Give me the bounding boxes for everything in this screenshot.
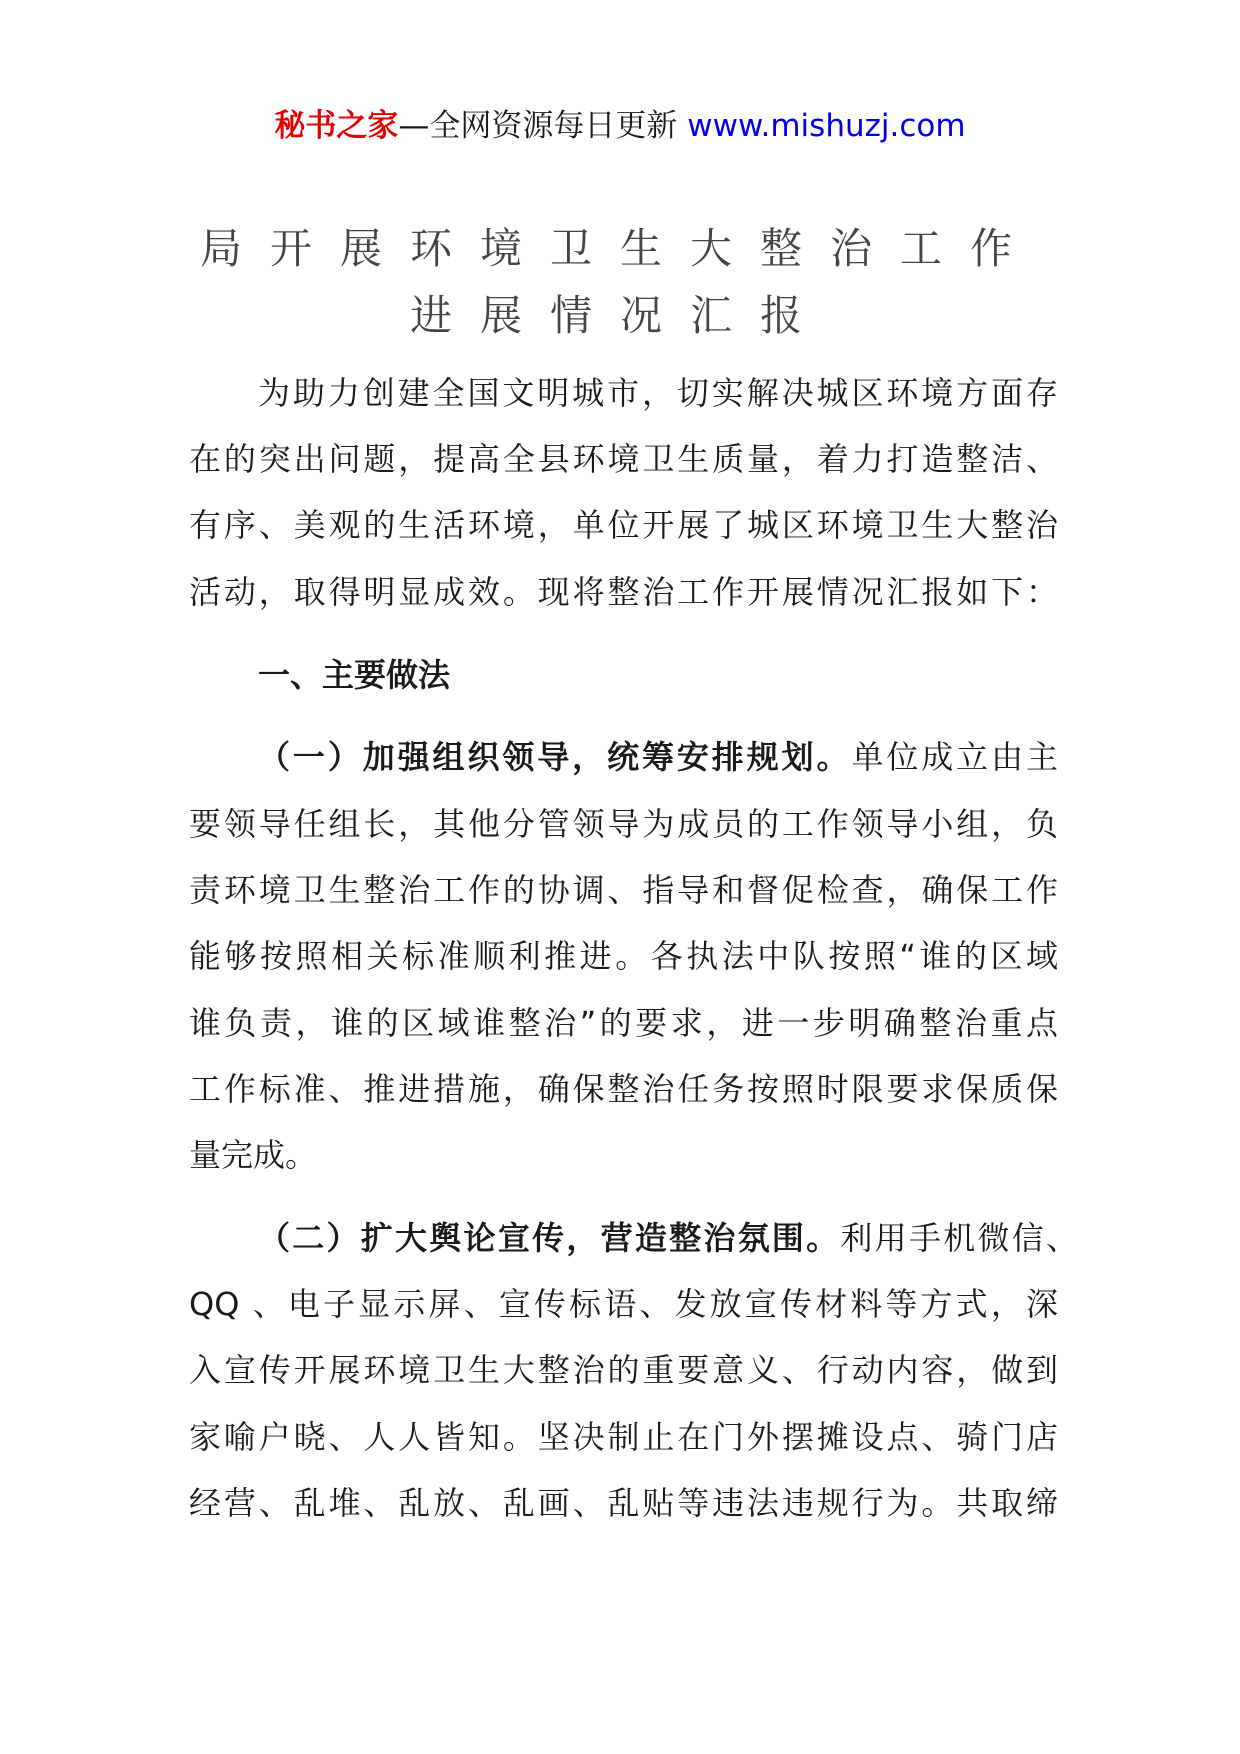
para2-heading: （二）扩大舆论宣传，营造整治氛围。	[258, 1219, 841, 1257]
para1-heading: （一）加强组织领导，统筹安排规划。	[258, 738, 852, 776]
para1-line: 能够按照相关标准顺利推进。各执法中队按照“谁的区域	[189, 937, 1058, 975]
para1-line: 责环境卫生整治工作的协调、指导和督促检查，确保工作	[189, 871, 1058, 909]
doc-title-line1: 局开展环境卫生大整治工作	[199, 224, 1040, 273]
doc-title-line2: 进展情况汇报	[409, 291, 830, 340]
para2-line: 家喻户晓、人人皆知。坚决制止在门外摆摊设点、骑门店	[189, 1418, 1058, 1456]
intro-line: 为助力创建全国文明城市，切实解决城区环境方面存	[258, 374, 1058, 412]
intro-line: 在的突出问题，提高全县环境卫生质量，着力打造整洁、	[189, 440, 1058, 478]
para2-line: QQ 、电子显示屏、宣传标语、发放宣传材料等方式，深	[189, 1285, 1058, 1323]
para1-line: 谁负责，谁的区域谁整治”的要求，进一步明确整治重点	[189, 1004, 1058, 1042]
tagline: —全网资源每日更新	[398, 108, 678, 144]
intro-line: 活动，取得明显成效。现将整治工作开展情况汇报如下：	[189, 573, 1058, 611]
para1-line: 工作标准、推进措施，确保整治任务按照时限要求保质保	[189, 1070, 1058, 1108]
site-url[interactable]: www.mishuzj.com	[687, 108, 966, 144]
para2-line	[258, 1218, 1078, 1258]
intro-line: 有序、美观的生活环境，单位开展了城区环境卫生大整治	[189, 506, 1058, 544]
para2-text: 利用手机微信、	[840, 1219, 1078, 1257]
site-header	[0, 100, 1240, 145]
para1-line: 量完成。	[189, 1136, 318, 1174]
para1-text: 单位成立由主	[851, 738, 1058, 776]
para1-line	[258, 737, 1058, 777]
para1-line: 要领导任组长，其他分管领导为成员的工作领导小组，负	[189, 805, 1058, 843]
para2-line: 入宣传开展环境卫生大整治的重要意义、行动内容，做到	[189, 1351, 1058, 1389]
section-heading: 一、主要做法	[258, 656, 451, 694]
para2-line: 经营、乱堆、乱放、乱画、乱贴等违法违规行为。共取缔	[189, 1484, 1058, 1522]
brand-name: 秘书之家	[274, 108, 399, 144]
